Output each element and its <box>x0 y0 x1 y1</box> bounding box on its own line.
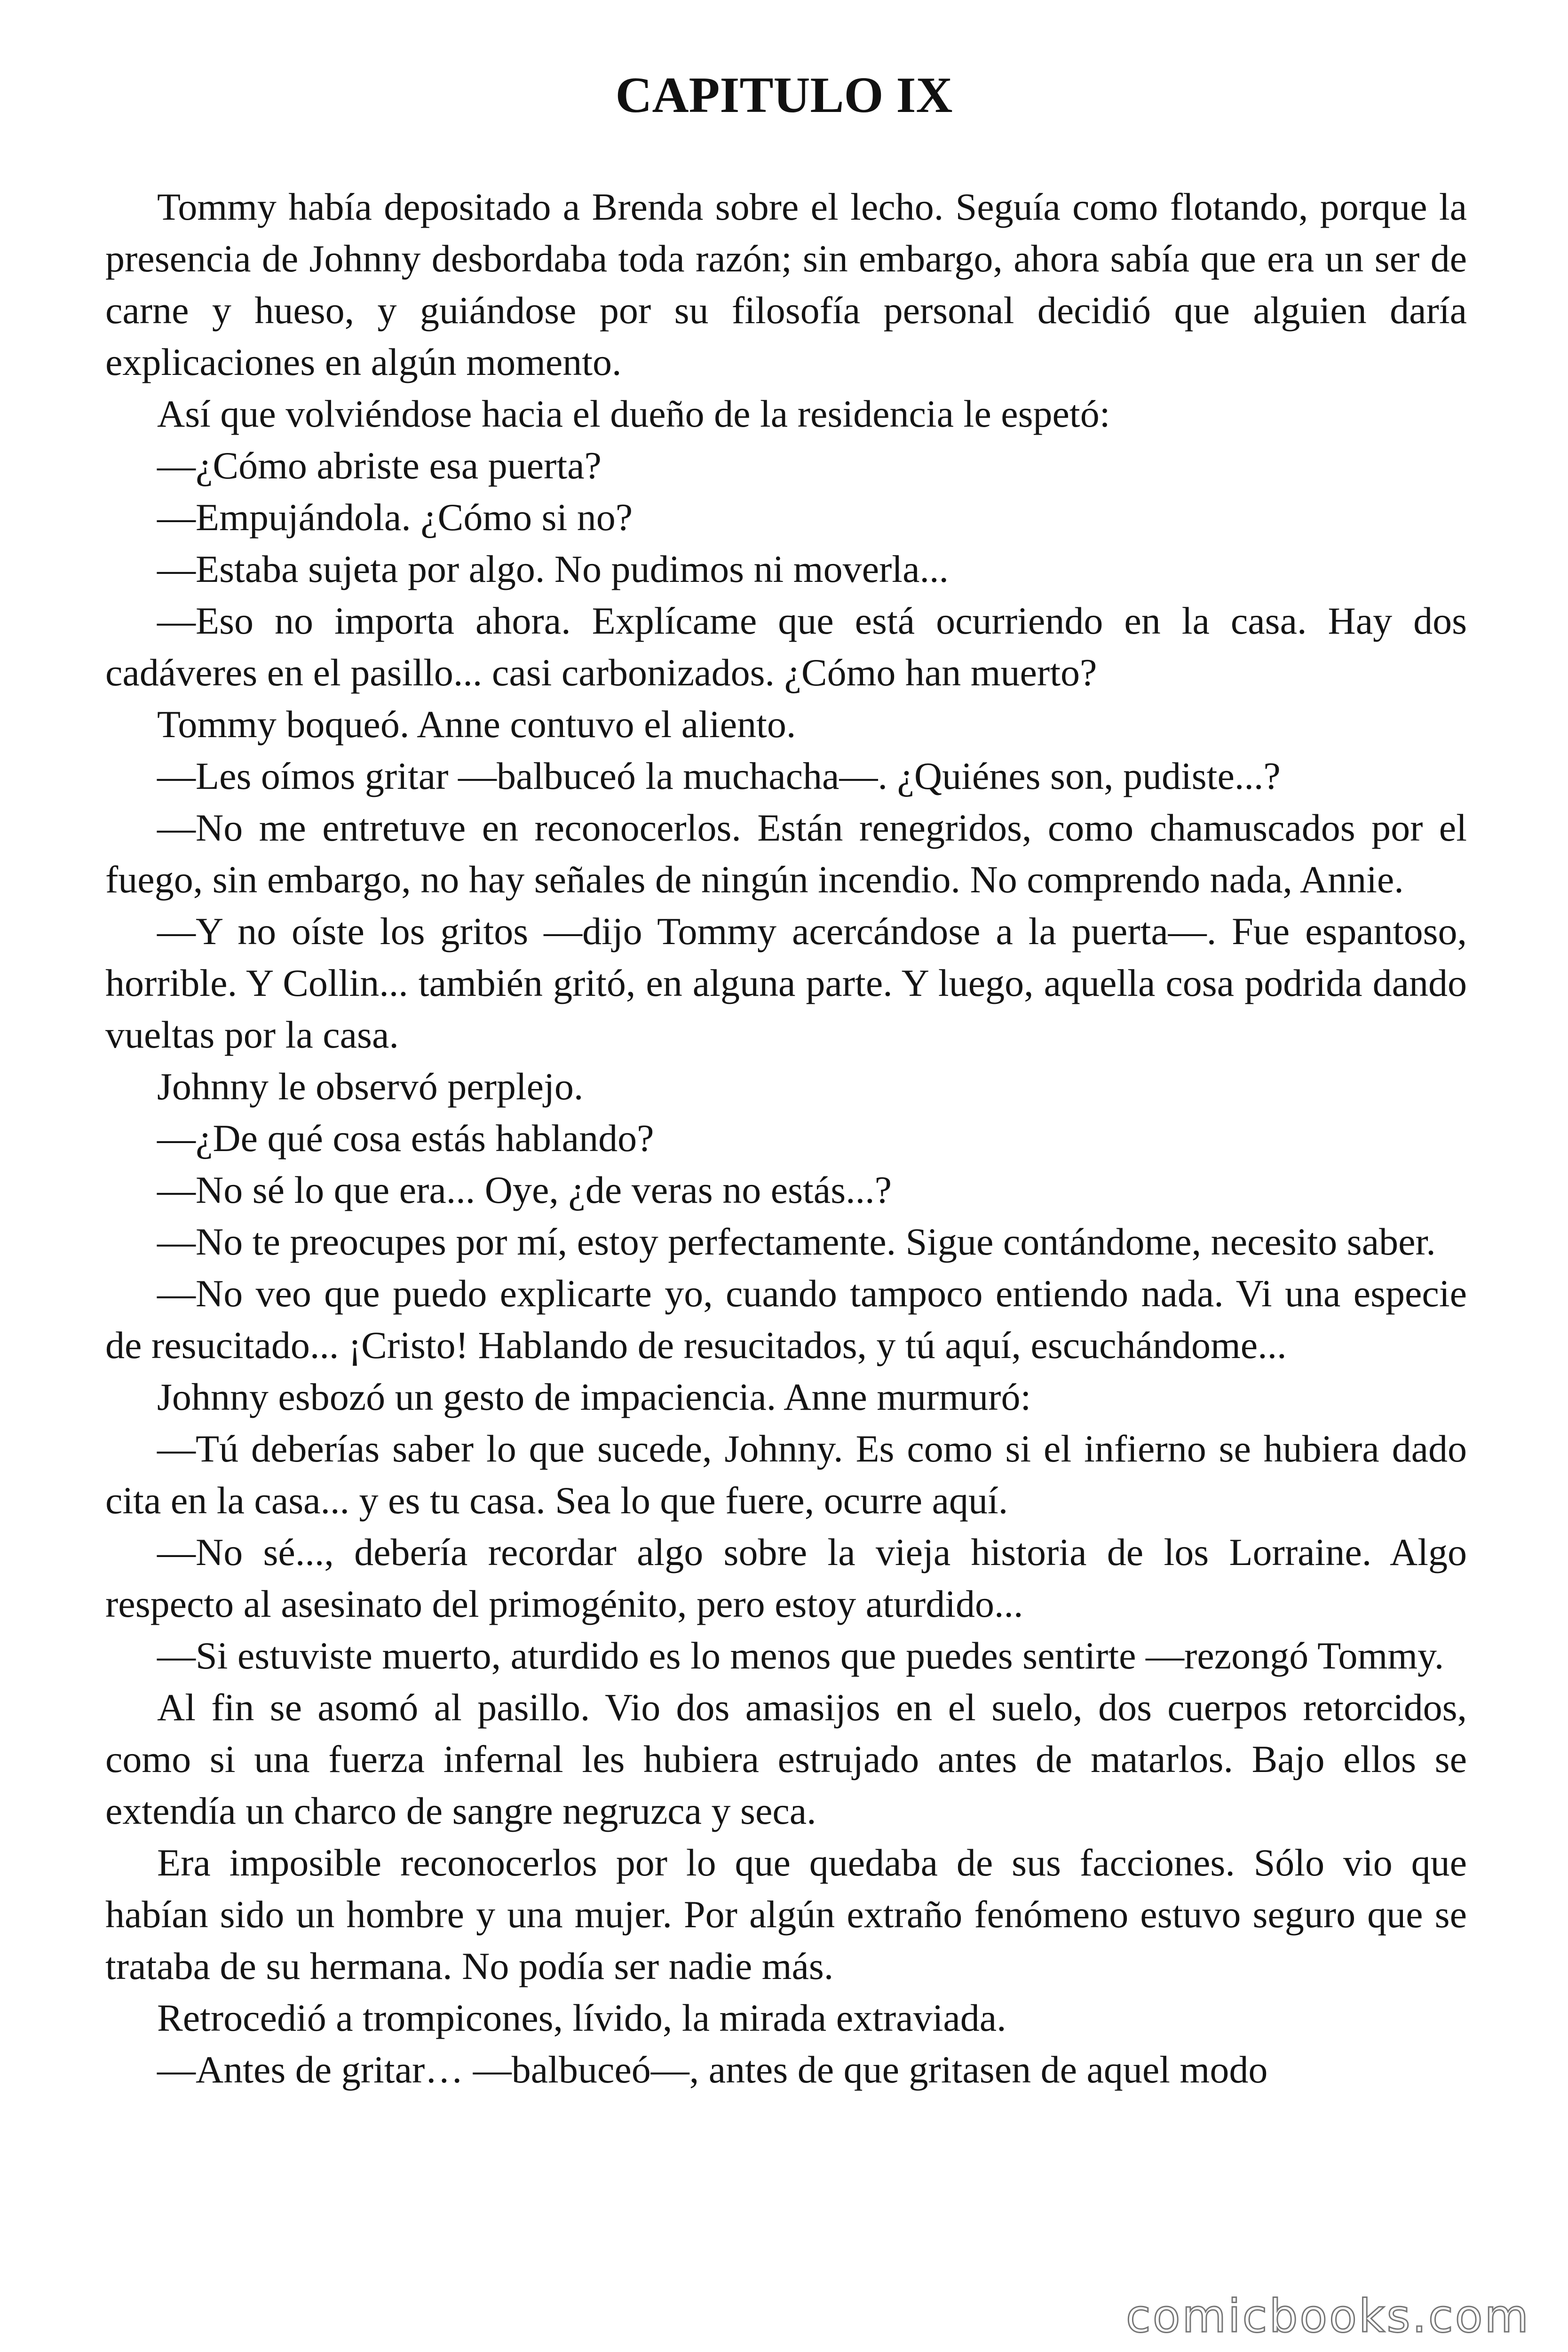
watermark: comicbooks.com <box>1125 2290 1530 2343</box>
paragraph: —Antes de gritar… —balbuceó—, antes de que gritasen de aquel modo <box>157 2048 1268 2091</box>
paragraph: Tommy boqueó. Anne contuvo el aliento. <box>157 703 796 746</box>
paragraph: —¿De qué cosa estás hablando? <box>157 1117 654 1160</box>
paragraph: —Tú deberías saber lo que sucede, Johnny. Es como si el infierno se hubiera dado cita en la casa... y es tu casa. Sea lo que fuere, ocurre aquí. <box>105 1427 1467 1522</box>
paragraph: —Si estuviste muerto, aturdido es lo menos que puedes sentirte —rezongó Tommy. <box>157 1634 1444 1677</box>
paragraph: —No sé..., debería recordar algo sobre la vieja historia de los Lorraine. Algo respecto al asesinato del primogénito, pero estoy aturdido... <box>105 1531 1467 1625</box>
paragraph: Tommy había depositado a Brenda sobre el lecho. Seguía como flotando, porque la presencia de Johnny desbordaba toda razón; sin embargo, ahora sabía que era un ser de carne y hueso, y guiándose por su filosofía personal decidió que alguien daría explicaciones en algún momento. <box>105 185 1467 383</box>
paragraph: —No me entretuve en reconocerlos. Están renegridos, como chamuscados por el fuego, sin embargo, no hay señales de ningún incendio. No comprendo nada, Annie. <box>105 806 1467 901</box>
paragraph: Retrocedió a trompicones, lívido, la mirada extraviada. <box>157 1996 1006 2039</box>
paragraph: Johnny le observó perplejo. <box>157 1065 584 1108</box>
paragraph: Johnny esbozó un gesto de impaciencia. Anne murmuró: <box>157 1375 1031 1418</box>
paragraph: —Les oímos gritar —balbuceó la muchacha—. ¿Quiénes son, pudiste...? <box>157 755 1281 797</box>
chapter-body <box>105 181 1467 2096</box>
paragraph: Al fin se asomó al pasillo. Vio dos amasijos en el suelo, dos cuerpos retorcidos, como si una fuerza infernal les hubiera estrujado antes de matarlos. Bajo ellos se extendía un charco de sangre negruzca y seca. <box>105 1686 1467 1832</box>
chapter-title: CAPITULO IX <box>615 67 953 123</box>
paragraph: —No veo que puedo explicarte yo, cuando tampoco entiendo nada. Vi una especie de resucitado... ¡Cristo! Hablando de resucitados, y tú aquí, escuchándome... <box>105 1272 1467 1367</box>
paragraph: Era imposible reconocerlos por lo que quedaba de sus facciones. Sólo vio que habían sido un hombre y una mujer. Por algún extraño fenómeno estuvo seguro que se trataba de su hermana. No podía ser nadie más. <box>105 1841 1467 1987</box>
paragraph: —¿Cómo abriste esa puerta? <box>157 444 602 487</box>
paragraph: —Eso no importa ahora. Explícame que está ocurriendo en la casa. Hay dos cadáveres en el pasillo... casi carbonizados. ¿Cómo han muerto? <box>105 599 1467 694</box>
paragraph: —Y no oíste los gritos —dijo Tommy acercándose a la puerta—. Fue espantoso, horrible. Y Collin... también gritó, en alguna parte. Y luego, aquella cosa podrida dando vueltas por la casa. <box>105 910 1467 1056</box>
paragraph: Así que volviéndose hacia el dueño de la residencia le espetó: <box>157 392 1110 435</box>
paragraph: —No te preocupes por mí, estoy perfectamente. Sigue contándome, necesito saber. <box>157 1220 1436 1263</box>
paragraph: —No sé lo que era... Oye, ¿de veras no estás...? <box>157 1168 892 1211</box>
paragraph: —Estaba sujeta por algo. No pudimos ni moverla... <box>157 548 949 590</box>
paragraph: —Empujándola. ¿Cómo si no? <box>157 496 633 539</box>
